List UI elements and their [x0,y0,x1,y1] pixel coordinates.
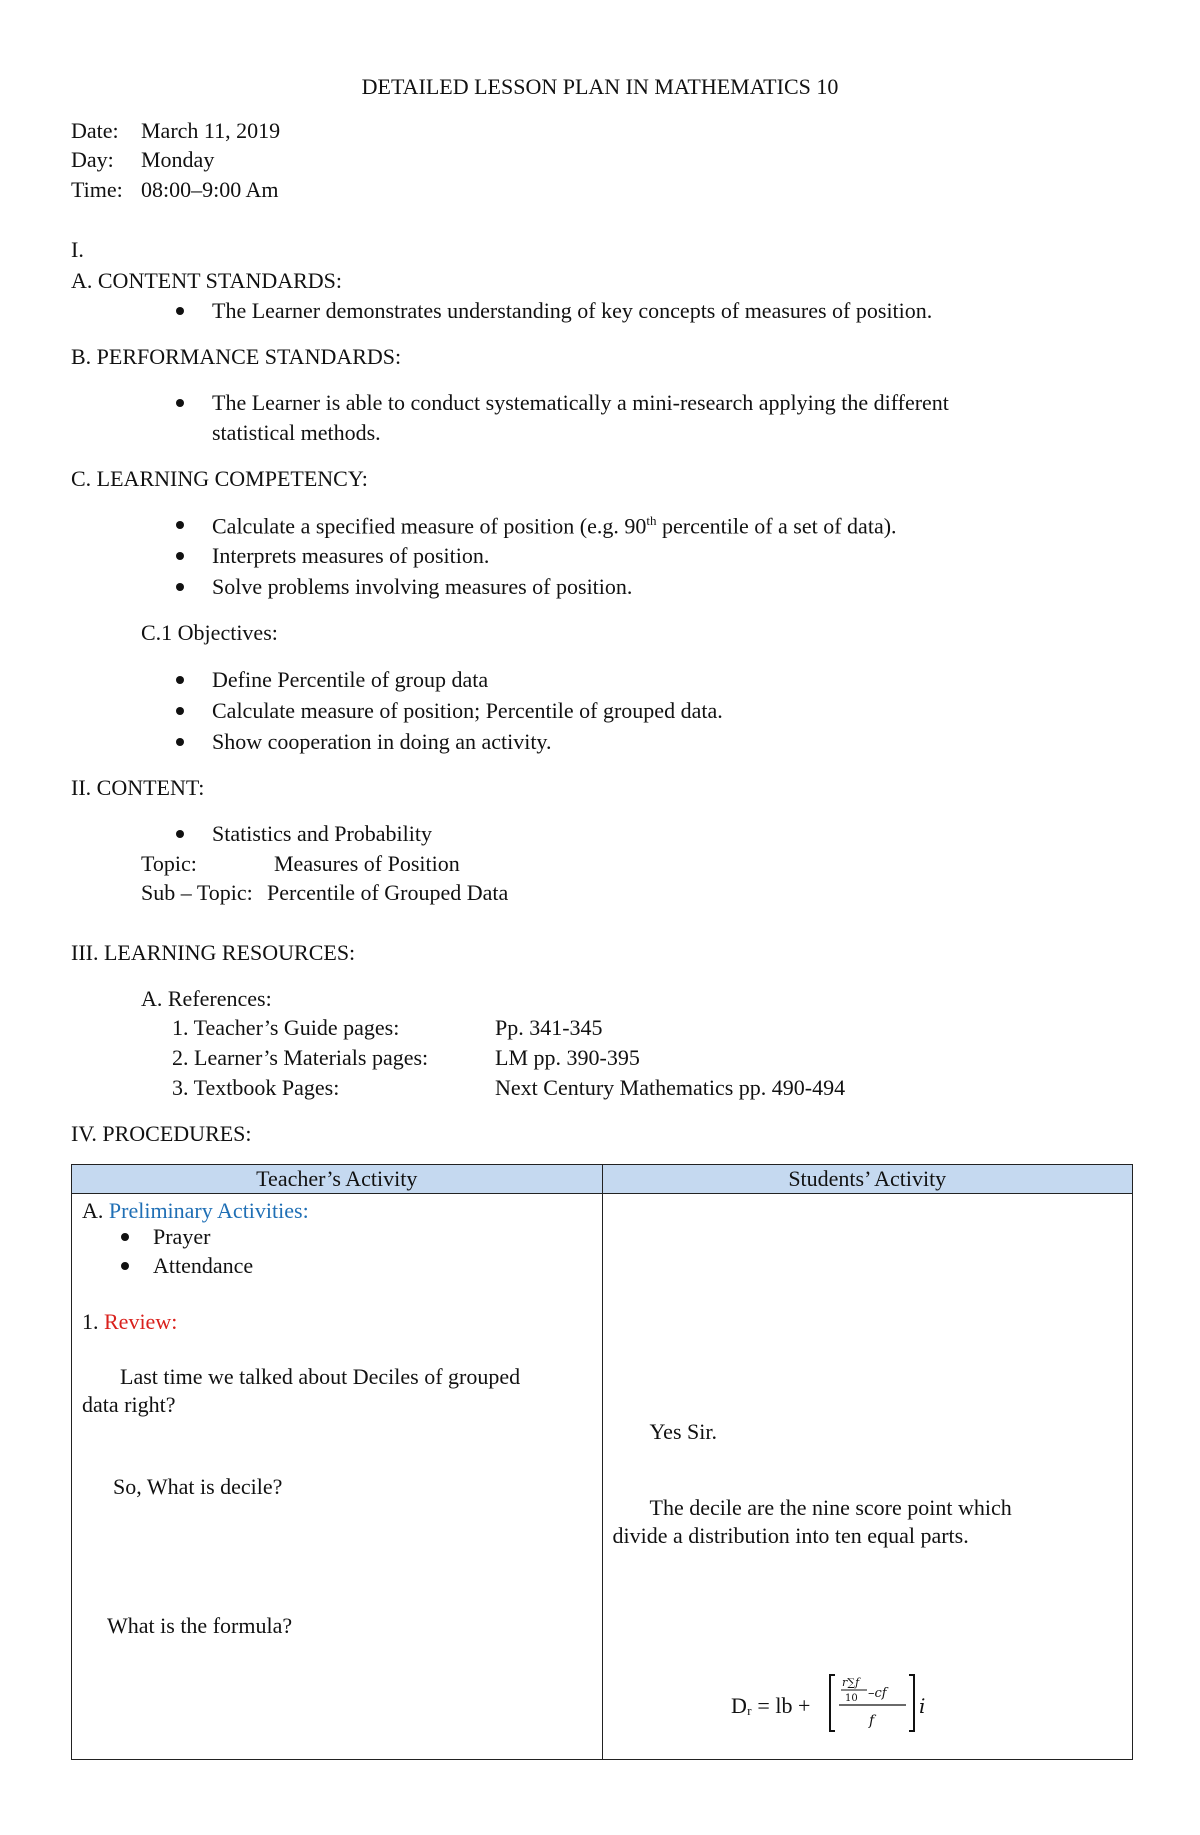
topic-value: Measures of Position [274,851,460,876]
time-label: Time: [71,177,123,202]
answer-yes-sir: Yes Sir. [649,1419,717,1444]
bullet-icon [176,707,184,715]
performance-standard-line1: The Learner is able to conduct systematically a mini-research applying the different [212,390,949,415]
decile-formula [731,1669,951,1739]
bullet-icon [121,1262,129,1270]
formula-lhs: Dᵣ = lb + [730,1693,810,1718]
performance-standard-line2: statistical methods. [212,420,381,445]
preliminary-activities: A. Preliminary Activities: [82,1198,309,1223]
question-what-is-decile: So, What is decile? [113,1474,283,1499]
objective-item-1: Define Percentile of group data [212,667,489,692]
prayer-item: Prayer [153,1224,211,1249]
bullet-icon [176,738,184,746]
review-heading: 1. Review: [82,1309,178,1334]
resources-heading: III. LEARNING RESOURCES: [71,940,356,965]
teacher-activity-cell [72,1194,603,1760]
bullet-icon [176,552,184,560]
answer-decile-line2: divide a distribution into ten equal parts. [612,1523,969,1548]
teacher-column-header: Teacher’s Activity [72,1165,603,1194]
reference-value-2: LM pp. 390-395 [495,1045,640,1070]
competency-item-1: Calculate a specified measure of position (e.g. 90th percentile of a set of data). [212,513,897,539]
date-value: March 11, 2019 [141,118,281,143]
reference-value-3: Next Century Mathematics pp. 490-494 [495,1075,846,1100]
students-activity-cell [602,1194,1133,1760]
reference-label-1: 1. Teacher’s Guide pages: [172,1015,400,1040]
subtopic-label: Sub – Topic: [141,880,253,905]
bullet-icon [176,307,184,315]
topic-label: Topic: [141,851,197,876]
competency-item-2: Interprets measures of position. [212,543,490,568]
procedures-heading: IV. PROCEDURES: [71,1121,252,1146]
bullet-icon [121,1233,129,1241]
question-formula: What is the formula? [107,1613,293,1638]
formula-numerator-denominator: 10 [844,1693,858,1704]
reference-label-3: 3. Textbook Pages: [172,1075,340,1100]
objective-item-2: Calculate measure of position; Percentile of grouped data. [212,698,723,723]
day-label: Day: [71,147,114,172]
competency-item-3: Solve problems involving measures of position. [212,574,633,599]
students-column-header: Students’ Activity [602,1165,1133,1194]
content-heading: II. CONTENT: [71,775,205,800]
bullet-icon [176,583,184,591]
attendance-item: Attendance [153,1253,254,1278]
formula-numerator-top: r∑f [841,1676,859,1689]
document-title: DETAILED LESSON PLAN IN MATHEMATICS 10 [361,74,839,99]
section-numeral: I. [71,237,84,262]
date-label: Date: [71,118,119,143]
question-deciles-line2: data right? [82,1392,176,1417]
objective-item-3: Show cooperation in doing an activity. [212,729,552,754]
content-standard-item: The Learner demonstrates understanding of key concepts of measures of position. [212,298,933,323]
subtopic-value: Percentile of Grouped Data [267,880,509,905]
performance-standards-heading: B. PERFORMANCE STANDARDS: [71,344,402,369]
objectives-heading: C.1 Objectives: [141,620,278,645]
procedures-table [71,1164,1133,1760]
learning-competency-heading: C. LEARNING COMPETENCY: [71,466,368,491]
time-value: 08:00–9:00 Am [141,177,279,202]
bullet-icon [176,521,184,529]
formula-factor: i [918,1694,925,1718]
content-standards-heading: A. CONTENT STANDARDS: [71,268,343,293]
formula-denominator: f [868,1713,874,1729]
day-value: Monday [141,147,215,172]
bullet-icon [176,676,184,684]
bullet-icon [176,830,184,838]
question-deciles-line1: Last time we talked about Deciles of grouped [120,1364,521,1389]
reference-value-1: Pp. 341-345 [495,1015,603,1040]
content-item: Statistics and Probability [212,821,432,846]
formula-minus-cf: –cf [867,1686,887,1701]
answer-decile-line1: The decile are the nine score point which [649,1495,1012,1520]
reference-label-2: 2. Learner’s Materials pages: [172,1045,429,1070]
references-label: A. References: [141,986,272,1011]
bullet-icon [176,399,184,407]
